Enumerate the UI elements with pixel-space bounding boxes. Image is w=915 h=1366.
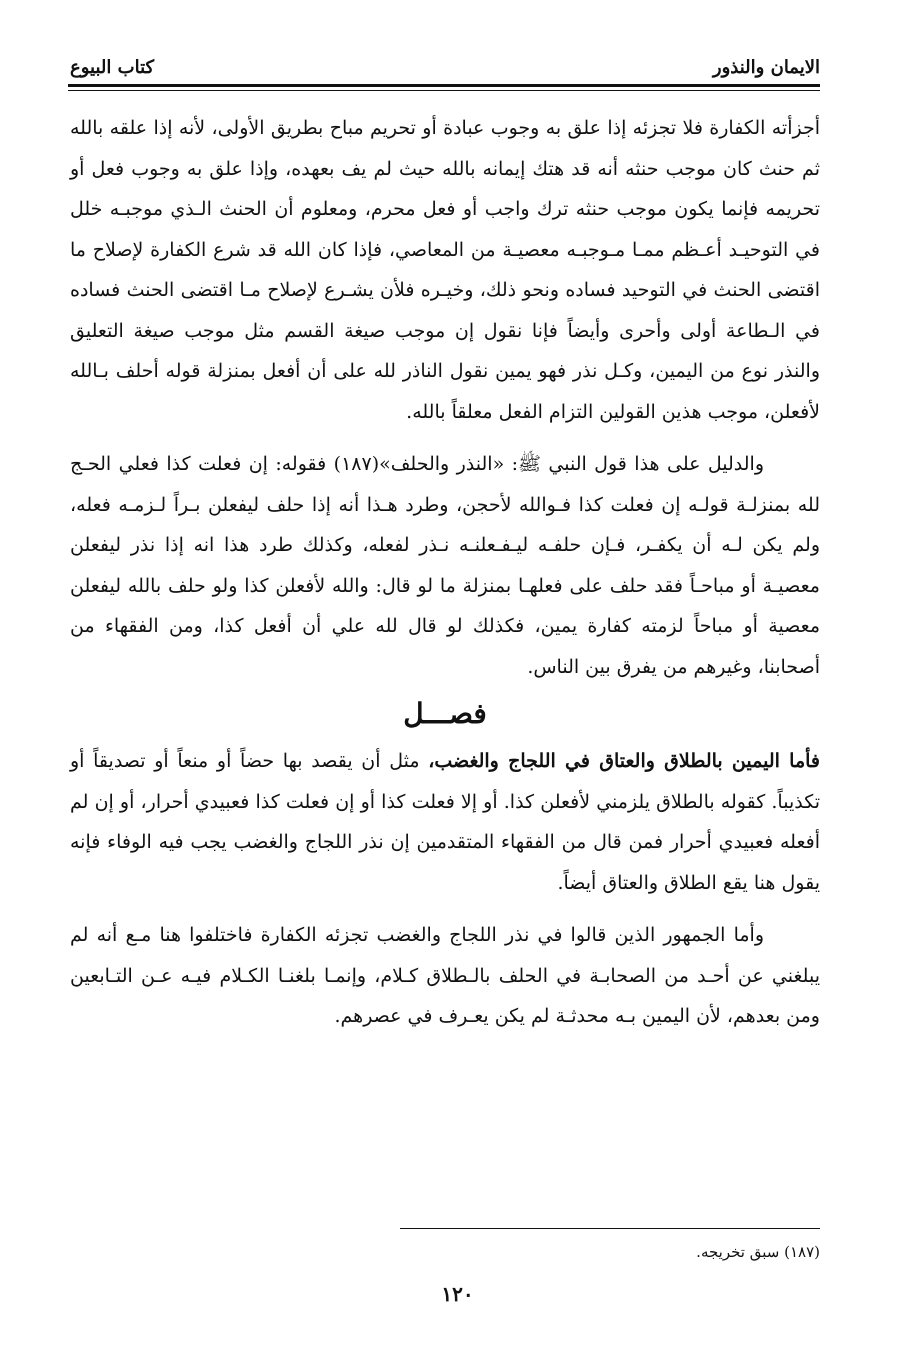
section-heading: فصـــل xyxy=(403,697,487,730)
paragraph-3 xyxy=(70,741,820,903)
paragraph-2: والدليل على هذا قول النبي ﷺ: «النذر والحلف»(١٨٧) فقوله: إن فعلت كذا فعلي الحـج لله بمنزلـة قولـه إن فعلت كذا فـوالله لأحجن، وطرد هـذا أنه إذا حلف ليفعلن بـراً لـزمـه فعله، ولم يكن لـه أن يكفـر، فـإن حلفـه ليـفـعلنـه نـذر لفعله، وكذلك طرد هذا انه إذا نذر ليفعلن معصيـة أو مباحـاً فقد حلف على فعلهـا بمنزلة ما لو قال: والله لأفعلن كذا ولو حلف بالله ليفعلن معصية أو مباحاً لزمته كفارة يمين، فكذلك لو قال لله علي أن أفعل كذا، ومن الفقهاء من أصحابنا، وغيرهم من يفرق بين الناس. xyxy=(70,453,820,678)
paragraph-3-rest: مثل أن يقصد بها حضاً أو منعاً أو تصديقاً أو تكذيباً. كقوله بالطلاق يلزمني لأفعلن كذا. أو إلا فعلت كذا أو إن فعلت كذا فعبيدي أحرار، أو إن لم أفعله فعبيدي أحرار فمن قال من الفقهاء المتقدمين إن نذر اللجاج والغضب يجب فيه الوفاء فإنه يقول هنا يقع الطلاق والعتاق أيضاً. xyxy=(70,750,820,894)
paragraph-4: وأما الجمهور الذين قالوا في نذر اللجاج والغضب تجزئه الكفارة فاختلفوا هنا مـع أنه لم يبلغني عن أحـد من الصحابـة في الحلف بالـطلاق كـلام، وإنمـا بلغنـا الكـلام فيـه عـن التـابعين ومن بعدهم، لأن اليمين بـه محدثـة لم يكن يعـرف في عصرهم. xyxy=(70,924,820,1027)
running-header xyxy=(70,48,820,78)
footnote-rule xyxy=(400,1228,820,1229)
header-book-title: كتاب البيوع xyxy=(70,57,155,78)
body-text xyxy=(70,108,820,1037)
footnote: (١٨٧) سبق تخريجه. xyxy=(696,1243,820,1261)
header-chapter-title: الايمان والنذور xyxy=(712,57,820,78)
header-rule-thick xyxy=(68,84,820,87)
paragraph-1: أجزأته الكفارة فلا تجزئه إذا علق به وجوب عبادة أو تحريم مباح بطريق الأولى، لأنه إذا علقه بالله ثم حنث كان موجب حنثه أنه قد هتك إيمانه بالله حيث لم يف بعهده، وإذا علق به وجوب فعل أو تحريمه فإنما يكون موجب حنثه ترك واجب أو فعل محرم، ومعلوم أن الحنث الـذي موجبـه خلل في التوحيـد أعـظم ممـا مـوجبـه معصيـة من المعاصي، فإذا كان الله قد شرع الكفارة لإصلاح ما اقتضى الحنث في التوحيد فساده ونحو ذلك، وخيـره فلأن يشـرع لإصلاح مـا اقتضى الحنث فساده في الـطاعة أولى وأحرى وأيضاً فإنا نقول إن موجب صيغة القسم مثل موجب صيغة التعليق والنذر نوع من اليمين، وكـل نذر فهو يمين نقول الناذر لله على أن أفعل بمنزلة قوله أحلف بـالله لأفعلن، موجب هذين القولين التزام الفعل معلقاً بالله. xyxy=(70,117,820,423)
page-number: ١٢٠ xyxy=(441,1282,474,1306)
paragraph-3-lead: فأما اليمين بالطلاق والعتاق في اللجاج والغضب، xyxy=(428,750,821,772)
header-rule-thin xyxy=(68,90,820,91)
